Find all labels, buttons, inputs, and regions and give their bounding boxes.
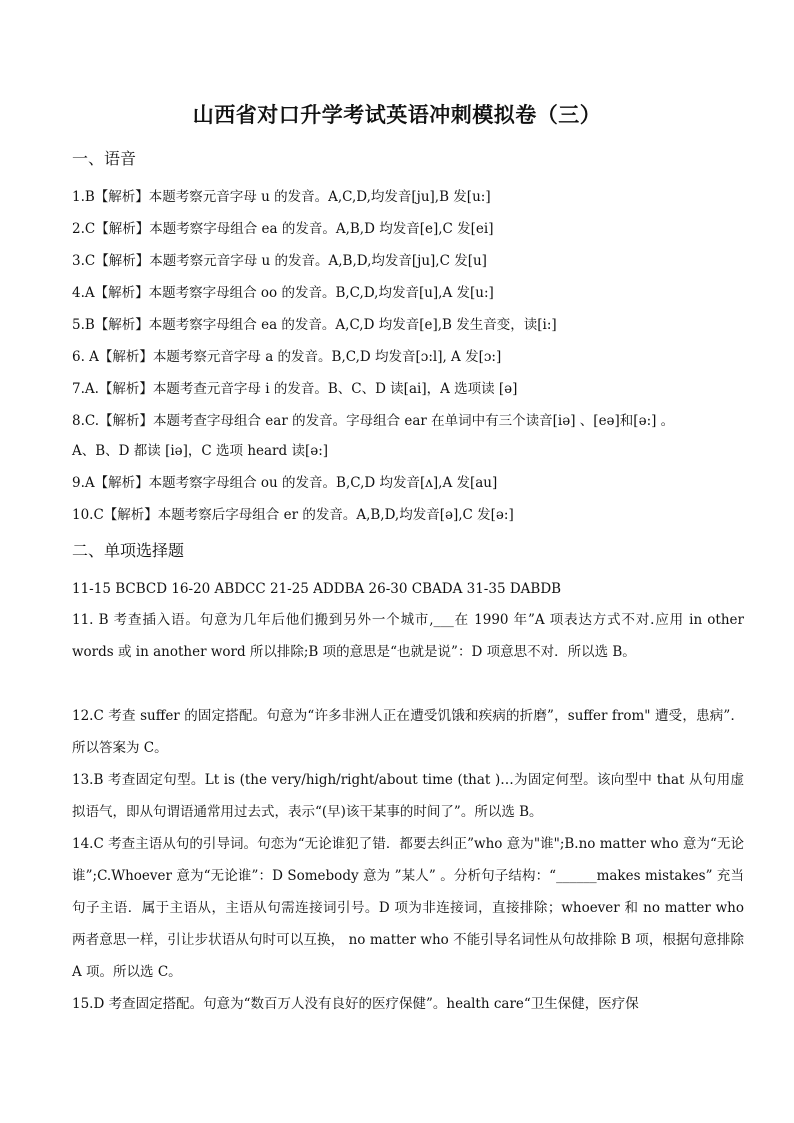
- list-item: 7.A.【解析】本题考查元音字母 i 的发音。B、C、D 读[ai]，A 选项读 [ə]: [72, 381, 518, 397]
- section-heading-single-choice: 二、单项选择题: [72, 541, 185, 560]
- list-item: 2.C【解析】本题考察字母组合 ea 的发音。A,B,D 均发音[e],C 发[ei]: [72, 221, 494, 237]
- explanation-paragraph: 11. B 考查插入语。句意为几年后他们搬到另外一个城市,___在 1990 年”A 项表达方式不对.应用 in other words 或 in another word 所以排除;B 项的意思是“也就是说”：D 项意思不对．所以选 B。: [72, 612, 744, 660]
- list-item: 5.B【解析】本题考察字母组合 ea 的发音。A,C,D 均发音[e],B 发生音变，读[i:]: [72, 317, 557, 333]
- page-title: 山西省对口升学考试英语冲刺模拟卷（三）: [192, 102, 602, 127]
- list-item: 9.A【解析】本题考察字母组合 ou 的发音。B,C,D 均发音[ʌ],A 发[au]: [72, 475, 498, 491]
- explanation-paragraph: 15.D 考查固定搭配。句意为“数百万人没有良好的医疗保健”。health care“卫生保健，医疗保: [72, 996, 639, 1012]
- list-item: 1.B【解析】本题考察元音字母 u 的发音。A,C,D,均发音[ju],B 发[u:]: [72, 189, 491, 205]
- list-item: 8.C.【解析】本题考查字母组合 ear 的发音。字母组合 ear 在单词中有三个读音[iə] 、[eə]和[ə:] 。: [72, 413, 675, 429]
- list-item: 6. A【解析】本题考察元音字母 a 的发音。B,C,D 均发音[ɔ:l], A 发[ɔ:]: [72, 349, 502, 365]
- list-item: 3.C【解析】本题考察元音字母 u 的发音。A,B,D,均发音[ju],C 发[u]: [72, 253, 487, 269]
- answer-key: 11-15 BCBCD 16-20 ABDCC 21-25 ADDBA 26-30 CBADA 31-35 DABDB: [72, 581, 562, 597]
- explanation-paragraph: 12.C 考查 suffer 的固定搭配。句意为“许多非洲人正在遭受饥饿和疾病的折磨”，suffer from" 遭受，患病”．所以答案为 C。: [72, 708, 744, 756]
- list-item: A、B、D 都读 [iə]，C 选项 heard 读[ə:]: [72, 443, 329, 459]
- explanation-paragraph: 14.C 考查主语从句的引导词。句恋为“无论谁犯了错．都要去纠正”who 意为"谁";B.no matter who 意为“无论谁”;C.Whoever 意为“无论谁”：D Somebody 意为 ”某人” 。分析句子结构：“______makes mistakes” 充当句子主语．属于主语从，主语从句需连接词引号。D 项为非连接词，直接排除；whoever 和 no matter who 两者意思一样，引让步状语从句时可以互换， no matter who 不能引导名词性从句故排除 B 项，根据句意排除 A 项。所以选 C。: [72, 836, 744, 980]
- section-heading-phonetics: 一、语音: [72, 149, 137, 168]
- list-item: 10.C【解析】本题考察后字母组合 er 的发音。A,B,D,均发音[ə],C 发[ə:]: [72, 507, 514, 523]
- explanation-paragraph: 13.B 考查固定句型。Lt is (the very/high/right/about time (that )…为固定何型。该向型中 that 从句用虚拟语气，即从句谓语通常用过去式，表示“(早)该干某事的时间了”。所以选 B。: [72, 772, 744, 820]
- list-item: 4.A【解析】本题考察字母组合 oo 的发音。B,C,D,均发音[u],A 发[u:]: [72, 285, 494, 301]
